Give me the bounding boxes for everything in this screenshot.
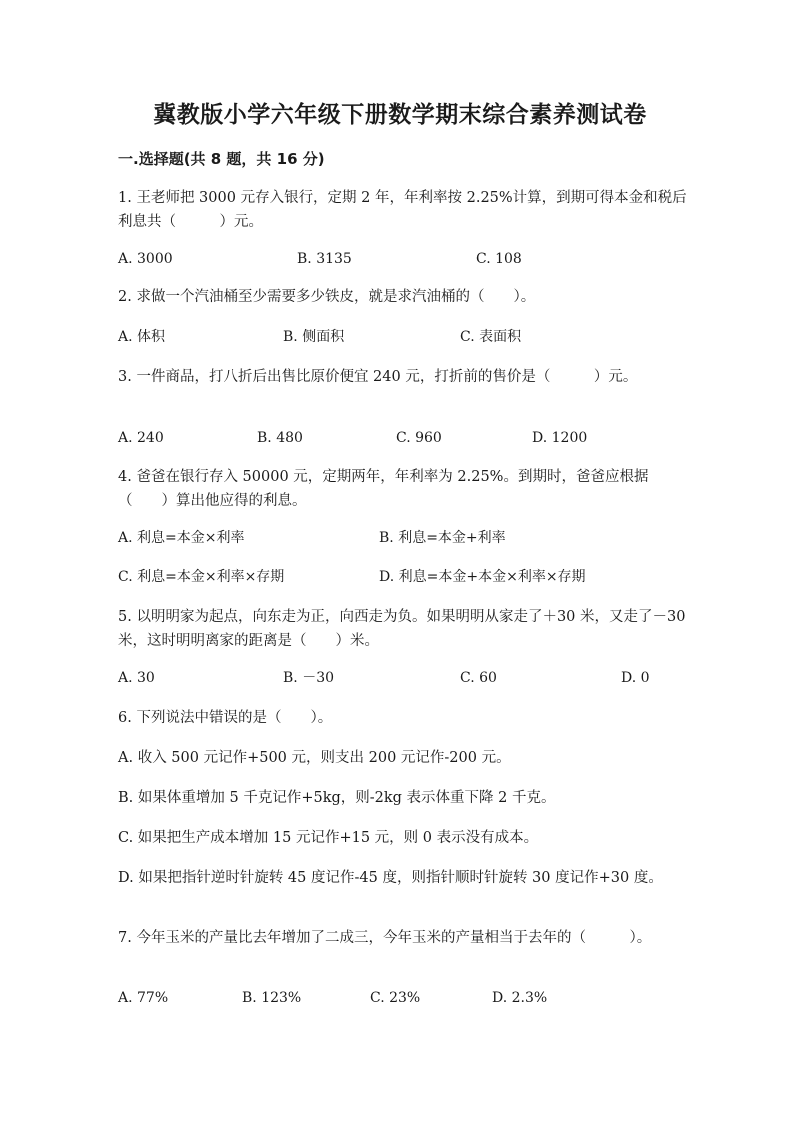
question-6: 6. 下列说法中错误的是（ ）。 <box>118 710 333 726</box>
question-2: 2. 求做一个汽油桶至少需要多少铁皮，就是求汽油桶的（ ）。 <box>118 289 536 305</box>
q3-option-d[interactable]: D. 1200 <box>532 430 588 446</box>
q4-option-b[interactable]: B. 利息=本金+利率 <box>379 530 506 546</box>
question-5: 5. 以明明家为起点，向东走为正，向西走为负。如果明明从家走了＋30 米，又走了－30 米，这时明明离家的距离是（ ）米。 <box>118 609 686 649</box>
q1-option-a[interactable]: A. 3000 <box>118 251 173 267</box>
q7-option-a[interactable]: A. 77% <box>118 990 169 1006</box>
q2-option-b[interactable]: B. 侧面积 <box>283 329 345 345</box>
q6-option-b[interactable]: B. 如果体重增加 5 千克记作+5kg，则-2kg 表示体重下降 2 千克。 <box>118 790 556 806</box>
question-4: 4. 爸爸在银行存入 50000 元，定期两年，年利率为 2.25%。到期时，爸爸应根据（ ）算出他应得的利息。 <box>118 469 649 509</box>
q5-option-d[interactable]: D. 0 <box>621 670 650 686</box>
q4-option-c[interactable]: C. 利息=本金×利率×存期 <box>118 569 285 585</box>
q2-option-a[interactable]: A. 体积 <box>118 329 166 345</box>
q5-option-a[interactable]: A. 30 <box>118 670 155 686</box>
q6-option-d[interactable]: D. 如果把指针逆时针旋转 45 度记作-45 度，则指针顺时针旋转 30 度记作+30 度。 <box>118 870 663 886</box>
q3-option-c[interactable]: C. 960 <box>396 430 442 446</box>
q3-option-b[interactable]: B. 480 <box>257 430 303 446</box>
q7-option-d[interactable]: D. 2.3% <box>492 990 548 1006</box>
q1-option-b[interactable]: B. 3135 <box>297 251 352 267</box>
q7-option-b[interactable]: B. 123% <box>242 990 302 1006</box>
q5-option-c[interactable]: C. 60 <box>460 670 497 686</box>
q7-option-c[interactable]: C. 23% <box>370 990 421 1006</box>
q4-option-a[interactable]: A. 利息=本金×利率 <box>118 530 245 546</box>
q6-option-a[interactable]: A. 收入 500 元记作+500 元，则支出 200 元记作-200 元。 <box>118 750 511 766</box>
q5-option-b[interactable]: B. －30 <box>283 670 335 686</box>
q4-option-d[interactable]: D. 利息=本金+本金×利率×存期 <box>379 569 586 585</box>
q2-option-c[interactable]: C. 表面积 <box>460 329 522 345</box>
section-heading: 一.选择题(共 8 题，共 16 分) <box>118 150 325 168</box>
q1-option-c[interactable]: C. 108 <box>476 251 522 267</box>
question-3: 3. 一件商品，打八折后出售比原价便宜 240 元，打折前的售价是（ ）元。 <box>118 369 638 385</box>
question-1: 1. 王老师把 3000 元存入银行，定期 2 年，年利率按 2.25%计算，到期可得本金和税后利息共（ ）元。 <box>118 190 687 230</box>
page-title: 冀教版小学六年级下册数学期末综合素养测试卷 <box>153 102 647 128</box>
q3-option-a[interactable]: A. 240 <box>118 430 164 446</box>
question-7: 7. 今年玉米的产量比去年增加了二成三，今年玉米的产量相当于去年的（ ）。 <box>118 930 652 946</box>
q6-option-c[interactable]: C. 如果把生产成本增加 15 元记作+15 元，则 0 表示没有成本。 <box>118 830 539 846</box>
